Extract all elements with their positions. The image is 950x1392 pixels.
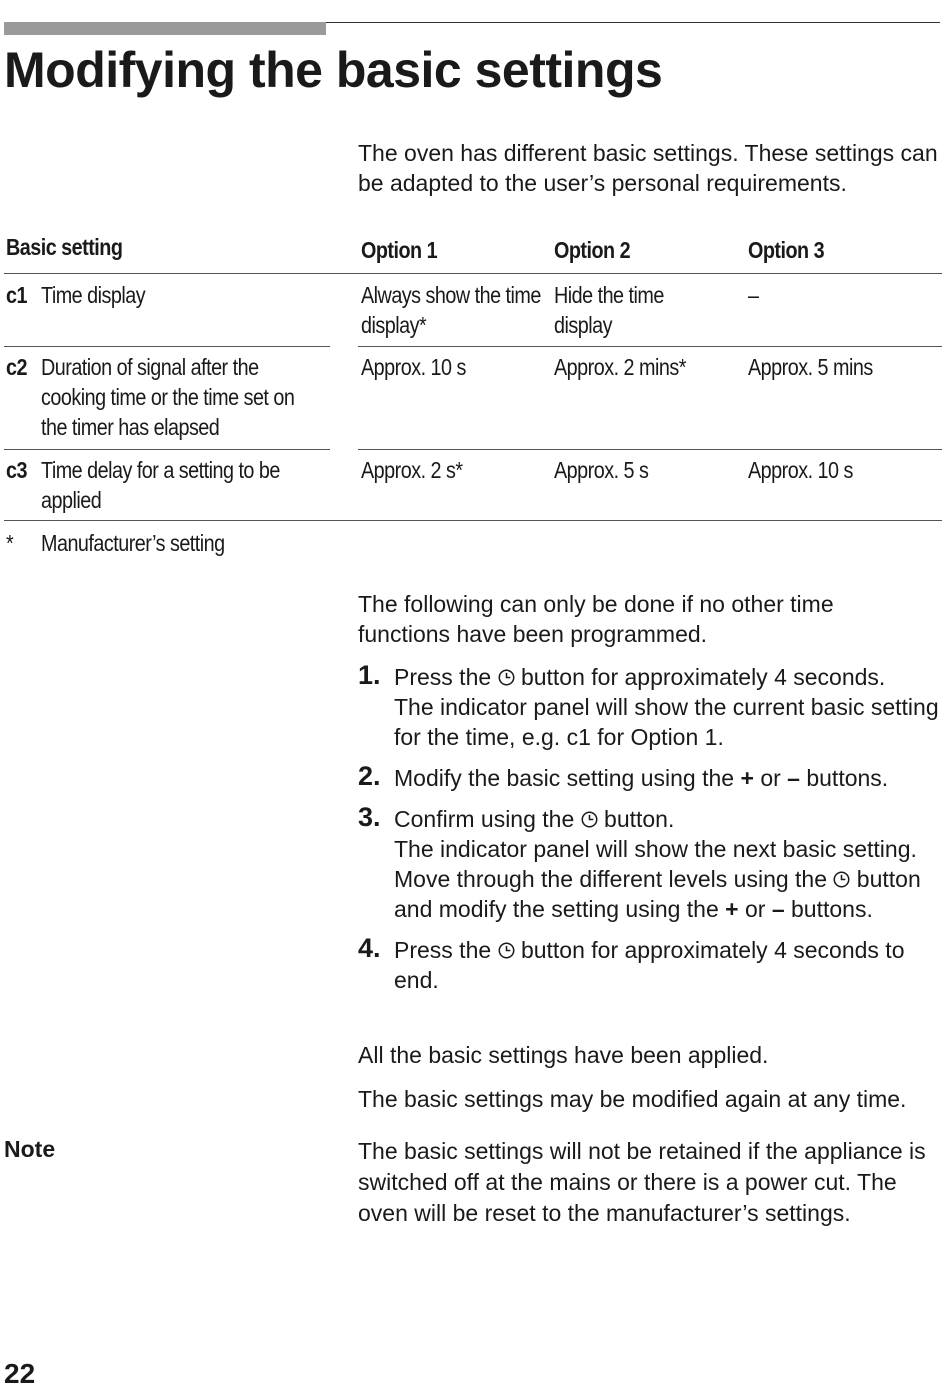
plus-icon: +: [725, 896, 739, 922]
row-c2-code: c2: [6, 354, 27, 380]
step-1: [358, 662, 948, 752]
step-text: The indicator panel will show the next basic setting. Move through the different levels using the: [394, 836, 917, 892]
intro-paragraph: The oven has different basic settings. These settings can be adapted to the user’s personal requirements.: [358, 140, 938, 196]
row-divider: [358, 346, 942, 347]
step-text: buttons.: [791, 896, 873, 922]
clock-icon: [498, 942, 515, 959]
footnote-mark: *: [6, 530, 14, 556]
row-divider: [358, 449, 942, 450]
page-number: 22: [4, 1358, 36, 1389]
step-3: [358, 804, 948, 924]
step-2: [358, 763, 948, 793]
minus-icon: –: [787, 765, 800, 791]
row-divider: [4, 346, 330, 347]
note-label: Note: [4, 1136, 56, 1162]
row-divider: [4, 449, 330, 450]
header-option-3: Option 3: [748, 237, 825, 263]
step-text: buttons.: [806, 765, 889, 791]
header-divider: [4, 273, 942, 274]
clock-icon: [833, 871, 850, 888]
step-text: button for approximately 4 seconds.: [520, 664, 886, 690]
step-result: The indicator panel will show the current basic setting for the time, e.g. c1 for Option 1.: [394, 694, 939, 750]
step-number: 3.: [358, 802, 381, 832]
row-c1-option-1: Always show the time display*: [361, 282, 541, 338]
step-result: [394, 834, 948, 924]
row-c3-code: c3: [6, 457, 27, 483]
step-text: or: [760, 765, 781, 791]
header-basic-setting: Basic setting: [6, 234, 123, 260]
step-number: 1.: [358, 660, 381, 690]
row-c3-option-2: Approx. 5 s: [554, 457, 649, 483]
row-c2-option-1: Approx. 10 s: [361, 354, 466, 380]
step-text: button.: [604, 806, 675, 832]
row-c2-option-3: Approx. 5 mins: [748, 354, 873, 380]
header-option-1: Option 1: [361, 237, 438, 263]
row-c1-option-2: Hide the time display: [554, 282, 664, 338]
clock-icon: [581, 811, 598, 828]
result-text-2: The basic settings may be modified again at any time.: [358, 1086, 907, 1112]
row-c1-setting: Time display: [41, 282, 146, 308]
step-text: Press the: [394, 664, 492, 690]
step-text: or: [744, 896, 766, 922]
plus-icon: +: [740, 765, 754, 791]
step-number: 4.: [358, 933, 381, 963]
footnote-text: Manufacturer’s setting: [41, 530, 225, 556]
steps-list: [358, 662, 948, 1006]
precondition-text: The following can only be done if no other time functions have been programmed.: [358, 591, 834, 647]
row-c2-option-2: Approx. 2 mins*: [554, 354, 686, 380]
row-c3-option-3: Approx. 10 s: [748, 457, 853, 483]
row-c2-setting: Duration of signal after the cooking time or the time set on the timer has elapsed: [41, 354, 295, 440]
note-text: The basic settings will not be retained if the appliance is switched off at the mains or there is a power cut. The oven will be reset to the manufacturer’s settings.: [358, 1138, 926, 1226]
row-c1-code: c1: [6, 282, 27, 308]
row-c1-option-3: –: [748, 282, 759, 308]
header-bar: [4, 22, 326, 35]
step-text: button for approximately 4 seconds to end.: [394, 937, 905, 993]
result-text: All the basic settings have been applied.: [358, 1042, 769, 1068]
row-c3-option-1: Approx. 2 s*: [361, 457, 463, 483]
step-text: Confirm using the: [394, 806, 575, 832]
table-bottom-rule: [4, 520, 942, 521]
clock-icon: [498, 669, 515, 686]
step-text: button and modify the setting using the: [394, 866, 921, 922]
step-text: Press the: [394, 937, 492, 963]
step-number: 2.: [358, 761, 381, 791]
page-title: Modifying the basic settings: [4, 42, 663, 98]
step-4: [358, 935, 948, 995]
minus-icon: –: [771, 896, 785, 922]
step-text: Modify the basic setting using the: [394, 765, 735, 791]
row-c3-setting: Time delay for a setting to be applied: [41, 457, 280, 513]
header-option-2: Option 2: [554, 237, 631, 263]
